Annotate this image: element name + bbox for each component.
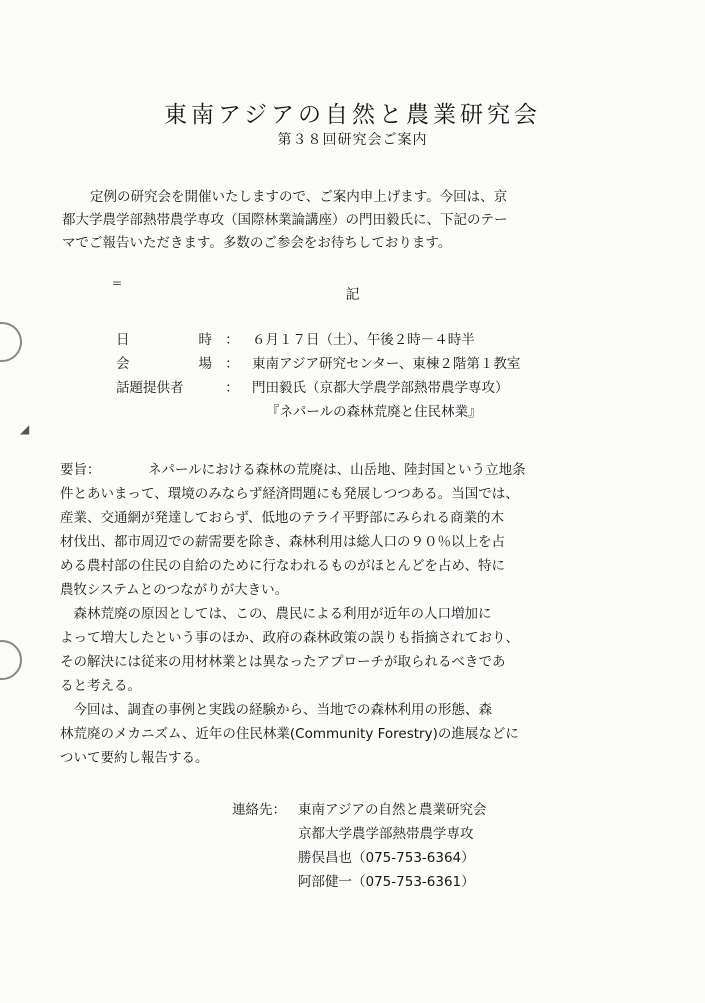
document-title: 東南アジアの自然と農業研究会: [163, 102, 542, 128]
scan-speck: ◢: [20, 422, 30, 436]
intro-line: 都大学農学部熱帯農学専攻（国際林業論講座）の門田毅氏に、下記のテー: [62, 212, 508, 228]
contact-person: 勝俣昌也（075-753-6364）: [298, 850, 475, 866]
abstract-line: める農村部の住民の自給のために行なわれるものがほとんどを占め、特に: [60, 558, 505, 574]
talk-theme: 『ネパールの森林荒廃と住民林業』: [266, 404, 482, 420]
ki-marker: 記: [345, 287, 360, 303]
contact-label: 連絡先：: [232, 802, 286, 818]
date-row: [116, 328, 616, 352]
intro-paragraph: [62, 186, 642, 255]
abstract-text: ネパールにおける森林の荒廃は、山岳地、陸封国という立地条: [148, 462, 526, 478]
speaker-value: 門田毅氏（京都大学農学部熱帯農学専攻）: [252, 380, 509, 396]
venue-label-char: 会: [116, 356, 130, 372]
contact-person: 阿部健一（075-753-6361）: [298, 874, 475, 890]
contact-block: [232, 798, 592, 894]
colon: ：: [225, 380, 239, 396]
venue-label-char: 場: [198, 356, 212, 372]
abstract-line: [60, 458, 650, 482]
abstract-line: 材伐出、都市周辺での薪需要を除き、森林利用は総人口の９０％以上を占: [60, 534, 505, 550]
contact-line: [232, 798, 592, 822]
contact-dept: 京都大学農学部熱帯農学専攻: [298, 826, 474, 842]
venue-label: [116, 352, 212, 376]
intro-line: 定例の研究会を開催いたしますので、ご案内申上げます。今回は、京: [90, 189, 508, 205]
event-details: [116, 328, 616, 424]
abstract-line: ると考える。: [60, 678, 141, 694]
punch-hole: [0, 322, 22, 362]
abstract-line: 今回は、調査の事例と実践の経験から、当地での森林利用の形態、森: [60, 702, 492, 718]
punch-hole: [0, 640, 22, 680]
document-subtitle: 第３８回研究会ご案内: [277, 132, 428, 148]
abstract-heading: 要旨：: [60, 462, 101, 478]
colon: ：: [225, 356, 239, 372]
scan-speck: =: [112, 276, 123, 290]
colon: ：: [225, 332, 239, 348]
intro-line: マでご報告いただきます。多数のご参会をお待ちしております。: [62, 235, 452, 251]
speaker-label: 話題提供者: [116, 380, 184, 396]
abstract-section: [60, 458, 650, 770]
abstract-line: よって増大したという事のほか、政府の森林政策の誤りも指摘されており、: [60, 630, 519, 646]
venue-value: 東南アジア研究センター、東棟２階第１教室: [252, 356, 521, 372]
date-label: [116, 328, 212, 352]
date-label-char: 時: [198, 332, 212, 348]
date-label-char: 日: [116, 332, 130, 348]
date-value: ６月１７日（土）、午後２時－４時半: [252, 332, 475, 348]
venue-row: [116, 352, 616, 376]
abstract-line: ついて要約し報告する。: [60, 750, 209, 766]
abstract-line: 農牧システムとのつながりが大きい。: [60, 582, 289, 598]
abstract-line: 件とあいまって、環境のみならず経済問題にも発展しつつある。当国では、: [60, 486, 519, 502]
abstract-line: 産業、交通網が発達しておらず、低地のテライ平野部にみられる商業的木: [60, 510, 505, 526]
speaker-row: [116, 376, 616, 400]
abstract-line: 森林荒廃の原因としては、この、農民による利用が近年の人口増加に: [60, 606, 492, 622]
abstract-line: 林荒廃のメカニズム、近年の住民林業(Community Forestry)の進展などに: [60, 726, 519, 742]
abstract-line: その解決には従来の用材林業とは異なったアプローチが取られるべきであ: [60, 654, 506, 670]
contact-org: 東南アジアの自然と農業研究会: [298, 802, 487, 818]
